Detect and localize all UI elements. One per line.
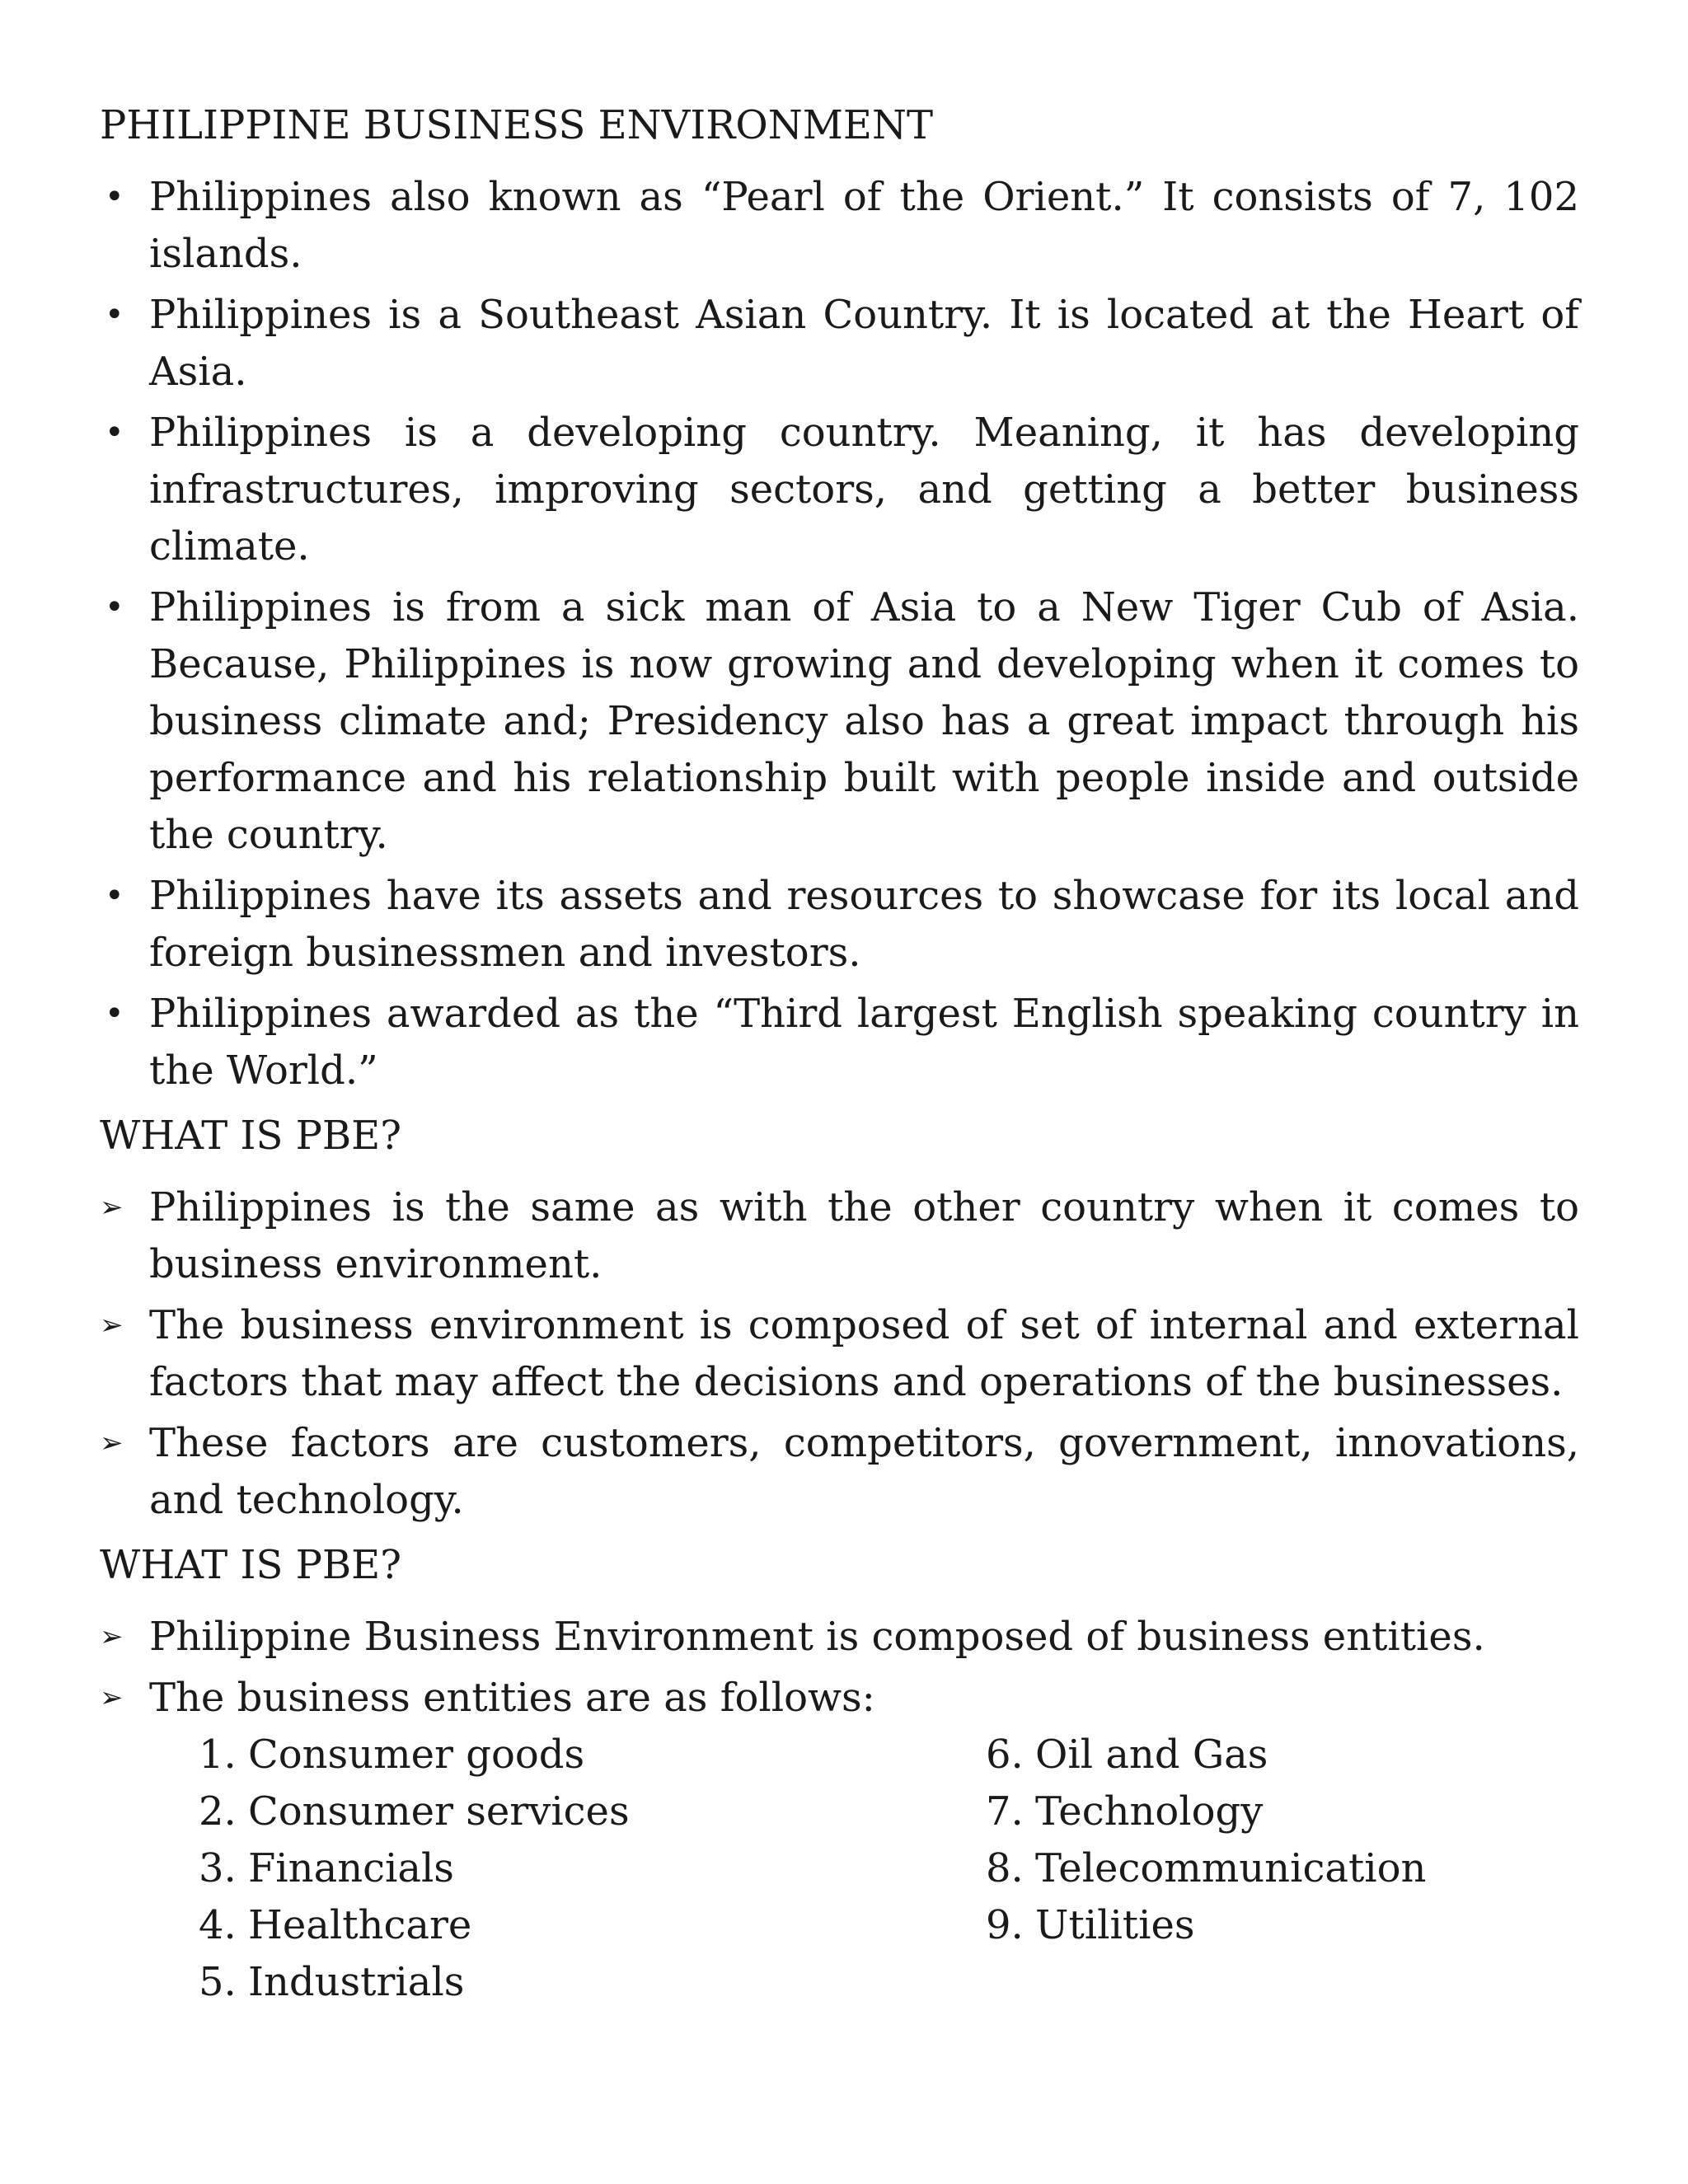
entity-number: 5.: [199, 1959, 237, 2005]
arrow-bullet-icon: ➢: [100, 1620, 124, 1653]
entity-item: [199, 1840, 630, 1897]
bullet-icon: •: [105, 178, 124, 216]
entity-item: [986, 1783, 1426, 1840]
entity-item: [986, 1840, 1426, 1897]
document-page: [100, 97, 1579, 2023]
entity-item: [199, 1783, 630, 1840]
entity-label: Financials: [248, 1845, 454, 1891]
list-item-text: These factors are customers, competitors, government, innovations, and technology.: [149, 1420, 1579, 1523]
arrow-bullet-icon: ➢: [100, 1427, 124, 1460]
entity-label: Telecommunication: [1035, 1845, 1427, 1891]
entity-label: Utilities: [1035, 1902, 1195, 1948]
page-title: PHILIPPINE BUSINESS ENVIRONMENT: [100, 102, 933, 148]
section-heading-what-is-pbe: WHAT IS PBE?: [100, 1113, 401, 1159]
bullet-icon: •: [105, 588, 124, 626]
bullet-icon: •: [105, 296, 124, 334]
entity-number: 8.: [986, 1845, 1024, 1891]
list-item-text: Philippines is a Southeast Asian Country. It is located at the Heart of Asia.: [149, 292, 1579, 395]
entity-label: Consumer services: [248, 1788, 630, 1835]
entity-number: 2.: [199, 1788, 237, 1835]
list-item: [100, 287, 1579, 401]
list-item: [100, 1609, 1579, 1666]
entity-label: Industrials: [248, 1959, 465, 2005]
list-item-text: Philippines also known as “Pearl of the Orient.” It consists of 7, 102 islands.: [149, 174, 1579, 277]
pbe-definition-list: [100, 1179, 1579, 1529]
entity-item: [199, 1727, 630, 1783]
list-item: [100, 1415, 1579, 1529]
list-item-text: The business environment is composed of set of internal and external factors that may affect the decisions and operations of the businesses.: [149, 1302, 1579, 1405]
entities-column-1: [199, 1727, 630, 2011]
list-item-text: The business entities are as follows:: [149, 1675, 875, 1721]
entity-label: Technology: [1035, 1788, 1264, 1835]
list-item-text: Philippines have its assets and resources to showcase for its local and foreign businessmen and investors.: [149, 873, 1579, 976]
entity-label: Healthcare: [248, 1902, 472, 1948]
list-item: [100, 579, 1579, 864]
entity-number: 4.: [199, 1902, 237, 1948]
list-item: [100, 986, 1579, 1099]
entity-number: 7.: [986, 1788, 1024, 1835]
list-item-text: Philippine Business Environment is composed of business entities.: [149, 1614, 1485, 1660]
list-item-text: Philippines is from a sick man of Asia to a New Tiger Cub of Asia. Because, Philippines is now growing and developing when it comes to business climate and; Presidency also has a great impact through his performance and his relationship built with people inside and outside the country.: [149, 584, 1579, 858]
list-item: [100, 1179, 1579, 1293]
entity-label: Oil and Gas: [1035, 1732, 1268, 1778]
list-item-text: Philippines is a developing country. Meaning, it has developing infrastructures, improving sectors, and getting a better business climate.: [149, 410, 1579, 569]
arrow-bullet-icon: ➢: [100, 1681, 124, 1714]
entity-item: [199, 1897, 630, 1954]
bullet-icon: •: [105, 414, 124, 452]
entity-item: [986, 1727, 1426, 1783]
arrow-bullet-icon: ➢: [100, 1309, 124, 1342]
pbe-entities-intro-list: [100, 1609, 1579, 1727]
entity-item: [199, 1954, 630, 2011]
entities-column-2: [986, 1727, 1426, 1954]
list-item: [100, 405, 1579, 575]
entity-number: 9.: [986, 1902, 1024, 1948]
entity-label: Consumer goods: [248, 1732, 585, 1778]
section-heading-what-is-pbe-2: WHAT IS PBE?: [100, 1542, 401, 1588]
business-entities-list: [100, 1727, 1579, 2023]
entity-number: 1.: [199, 1732, 237, 1778]
entity-item: [986, 1897, 1426, 1954]
entity-number: 3.: [199, 1845, 237, 1891]
list-item: [100, 1297, 1579, 1411]
list-item-text: Philippines awarded as the “Third largest English speaking country in the World.”: [149, 991, 1579, 1094]
bullet-icon: •: [105, 877, 124, 915]
arrow-bullet-icon: ➢: [100, 1191, 124, 1224]
entity-number: 6.: [986, 1732, 1024, 1778]
intro-bullet-list: [100, 169, 1579, 1099]
list-item: [100, 868, 1579, 982]
list-item: [100, 1670, 1579, 1727]
bullet-icon: •: [105, 995, 124, 1033]
list-item: [100, 169, 1579, 283]
list-item-text: Philippines is the same as with the other country when it comes to business environment.: [149, 1184, 1579, 1287]
